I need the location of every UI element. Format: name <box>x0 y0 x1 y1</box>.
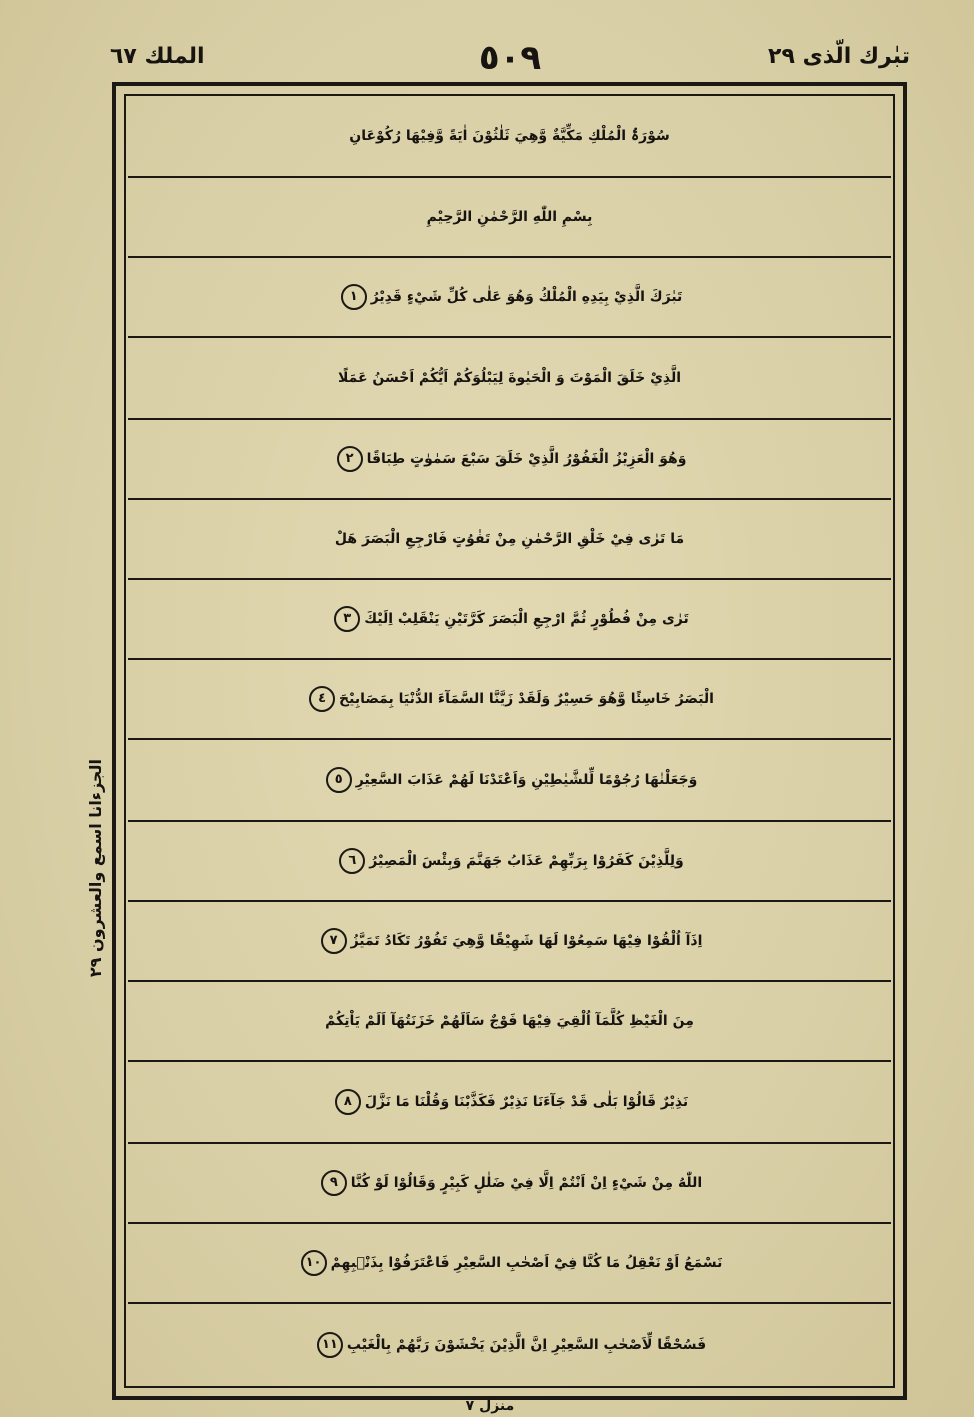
verse-line-text: مِنَ الْغَيْظِ كُلَّمَآ اُلْقِيَ فِيْهَا فَوْجٌ سَاَلَهُمْ خَزَنَتُهَآ اَلَمْ يَاْتِكُمْ <box>325 1013 694 1029</box>
verse-line-text: فَسُحْقًا لِّاَصْحٰبِ السَّعِيْرِ اِنَّ الَّذِيْنَ يَخْشَوْنَ رَبَّهُمْ بِالْغَيْبِ <box>346 1337 707 1353</box>
verse-line-text: نَذِيْرٌ قَالُوْا بَلٰى قَدْ جَآءَنَا نَذِيْرٌ فَكَذَّبْنَا وَقُلْنَا مَا نَزَّلَ <box>364 1094 689 1110</box>
verse-line <box>128 500 891 580</box>
side-note <box>86 650 106 978</box>
verse-line-text: اللّٰهُ مِنْ شَيْءٍ اِنْ اَنْتُمْ اِلَّا فِيْ ضَلٰلٍ كَبِيْرٍ وَقَالُوْا لَوْ كُنَّا <box>350 1175 703 1191</box>
ayah-marker: ١٠ <box>301 1250 327 1276</box>
verse-line <box>128 338 891 420</box>
side-note-text: الجزءانا اسمع والعشرون ٢٩ <box>86 759 105 978</box>
verse-line-text: نَسْمَعُ اَوْ نَعْقِلُ مَا كُنَّا فِيْٓ اَصْحٰبِ السَّعِيْرِ فَاعْتَرَفُوْا بِذَنْۢبِهِمْ <box>330 1255 723 1271</box>
verse-line-text: تَرٰى مِنْ فُطُوْرٍ ثُمَّ ارْجِعِ الْبَصَرَ كَرَّتَيْنِ يَنْقَلِبْ اِلَيْكَ <box>364 611 689 627</box>
verse-line-text: الْبَصَرُ خَاسِئًا وَّهُوَ حَسِيْرٌ وَلَقَدْ زَيَّنَّا السَّمَآءَ الدُّنْيَا بِمَصَابِيْحَ <box>339 691 714 707</box>
verse-line <box>128 982 891 1062</box>
verse-line-text: وَجَعَلْنٰهَا رُجُوْمًا لِّلشَّيٰطِيْنِ وَاَعْتَدْنَا لَهُمْ عَذَابَ السَّعِيْرِ <box>355 772 698 788</box>
ayah-marker: ٩ <box>321 1170 347 1196</box>
ayah-marker: ٢ <box>337 446 363 472</box>
verse-line <box>128 258 891 338</box>
ayah-marker: ٥ <box>326 767 352 793</box>
manzil-mark: منزل ٧ <box>465 1398 515 1414</box>
verse-line <box>128 902 891 982</box>
verse-line <box>128 822 891 902</box>
ayah-marker: ٤ <box>309 686 335 712</box>
page-header <box>110 38 910 84</box>
verse-line <box>128 1304 891 1386</box>
verse-line <box>128 740 891 822</box>
verse-line <box>128 580 891 660</box>
ayah-marker: ٧ <box>321 928 347 954</box>
surah-name: الملك ٦٧ <box>110 44 205 69</box>
juz-name: تبٰرك الّذى ٢٩ <box>768 44 910 69</box>
ayah-marker: ١١ <box>317 1332 343 1358</box>
verse-line <box>128 420 891 500</box>
page-number: ٥٠٩ <box>478 38 542 78</box>
surah-title: سُوْرَۃُ الْمُلْكِ مَكِّيَّةٌ وَّهِيَ ثَلٰثُوْنَ اٰيَةً وَّفِيْهَا رُكُوْعَانِ <box>128 96 891 178</box>
verse-line-text: وَلِلَّذِيْنَ كَفَرُوْا بِرَبِّهِمْ عَذَابُ جَهَنَّمَ وَبِئْسَ الْمَصِيْرُ <box>369 853 684 869</box>
verse-line <box>128 660 891 740</box>
ayah-marker: ٨ <box>335 1089 361 1115</box>
verse-line-text: الَّذِيْ خَلَقَ الْمَوْتَ وَ الْحَيٰوةَ لِيَبْلُوَكُمْ اَيُّكُمْ اَحْسَنُ عَمَلًا <box>337 370 682 386</box>
verse-line <box>128 1062 891 1144</box>
verse-line <box>128 1144 891 1224</box>
verse-line-text: وَهُوَ الْعَزِيْزُ الْغَفُوْرُ الَّذِيْ خَلَقَ سَبْعَ سَمٰوٰتٍ طِبَاقًا <box>366 451 687 467</box>
verse-line-text: اِذَآ اُلْقُوْا فِيْهَا سَمِعُوْا لَهَا شَهِيْقًا وَّهِيَ تَفُوْرُ تَكَادُ تَمَيَّزُ <box>350 933 703 949</box>
ayah-marker: ٦ <box>339 848 365 874</box>
verse-line-text: مَا تَرٰى فِيْ خَلْقِ الرَّحْمٰنِ مِنْ تَفٰوُتٍ فَارْجِعِ الْبَصَرَ هَلْ <box>334 531 685 547</box>
verse-line-text: تَبٰرَكَ الَّذِيْ بِيَدِهِ الْمُلْكُ وَهُوَ عَلٰى كُلِّ شَيْءٍ قَدِيْرُ <box>370 289 683 305</box>
ayah-marker: ١ <box>341 284 367 310</box>
verse-line <box>128 1224 891 1304</box>
basmala: بِسْمِ اللّٰهِ الرَّحْمٰنِ الرَّحِيْمِ <box>128 178 891 258</box>
ayah-marker: ٣ <box>334 606 360 632</box>
